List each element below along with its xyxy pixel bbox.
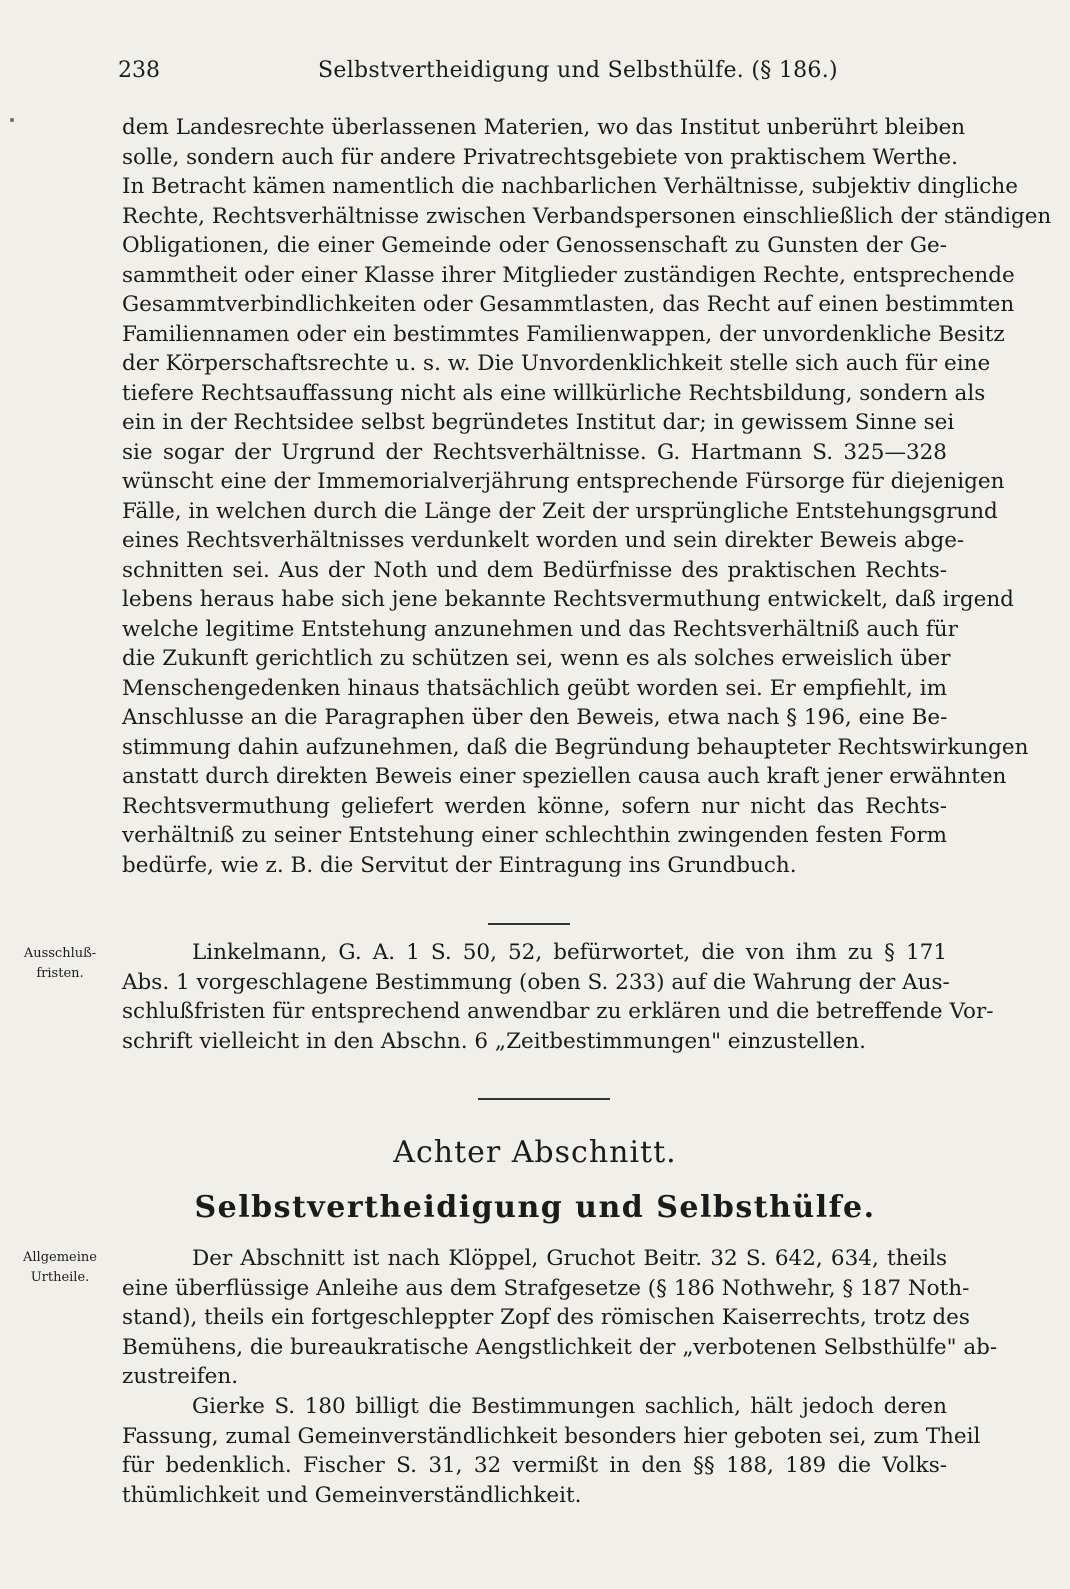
text-line: solle, sondern auch für andere Privatrechtsgebiete von praktischem Werthe. [122, 144, 958, 170]
paragraph-2 [122, 938, 994, 1056]
page-speck [10, 118, 14, 122]
text-line: Anschlusse an die Paragraphen über den Beweis, etwa nach § 196, eine Be- [122, 705, 948, 730]
marginal-note-line: Urtheile. [30, 1270, 90, 1285]
text-line: Menschengedenken hinaus thatsächlich geübt worden sei. Er empfiehlt, im [122, 675, 947, 701]
running-head: Selbstvertheidigung und Selbsthülfe. (§ 186.) [318, 58, 838, 83]
text-line: Rechtsvermuthung geliefert werden könne, sofern nur nicht das Rechts- [122, 793, 947, 819]
text-line: Rechte, Rechtsverhältnisse zwischen Verbandspersonen einschließlich der ständigen [122, 203, 1052, 229]
text-line: eines Rechtsverhältnisses verdunkelt worden und sein direkter Beweis abge- [122, 528, 965, 553]
text-line: lebens heraus habe sich jene bekannte Rechtsvermuthung entwickelt, daß irgend [122, 587, 1014, 612]
paragraph-3 [122, 1244, 998, 1392]
text-line: Obligationen, die einer Gemeinde oder Genossenschaft zu Gunsten der Ge- [122, 233, 947, 258]
text-line: dem Landesrechte überlassenen Materien, wo das Institut unberührt bleiben [122, 115, 966, 140]
text-line: stimmung dahin aufzunehmen, daß die Begründung behaupteter Rechtswirkungen [122, 734, 1029, 760]
text-line: Fassung, zumal Gemeinverständlichkeit besonders hier geboten sei, zum Theil [122, 1423, 981, 1449]
text-line: schnitten sei. Aus der Noth und dem Bedürfnisse des praktischen Rechts- [122, 557, 947, 583]
marginal-note-line: Allgemeine [23, 1250, 97, 1265]
text-line: verhältniß zu seiner Entstehung einer schlechthin zwingenden festen Form [122, 823, 947, 848]
text-line: Der Abschnitt ist nach Klöppel, Gruchot Beitr. 32 S. 642, 634, theils [192, 1246, 947, 1271]
text-line: welche legitime Entstehung anzunehmen und das Rechtsverhältniß auch für [122, 616, 958, 642]
marginal-note-allgemeine-urtheile [10, 1248, 110, 1288]
text-line: wünscht eine der Immemorialverjährung entsprechende Fürsorge für diejenigen [122, 469, 1005, 494]
text-line: Bemühens, die bureaukratische Aengstlichkeit der „verbotenen Selbsthülfe" ab- [122, 1334, 998, 1360]
text-line: stand), theils ein fortgeschleppter Zopf des römischen Kaiserrechts, trotz des [122, 1305, 970, 1330]
text-line: sie sogar der Urgrund der Rechtsverhältnisse. G. Hartmann S. 325—328 [122, 439, 947, 465]
text-line: Gierke S. 180 billigt die Bestimmungen sachlich, hält jedoch deren [192, 1394, 947, 1419]
text-line: Fälle, in welchen durch die Länge der Zeit der ursprüngliche Entstehungsgrund [122, 498, 998, 524]
text-line: schlußfristen für entsprechend anwendbar zu erklären und die betreffende Vor- [122, 999, 994, 1024]
marginal-note-line: fristen. [36, 966, 84, 981]
text-line: Abs. 1 vorgeschlagene Bestimmung (oben S. 233) auf die Wahrung der Aus- [122, 969, 950, 995]
text-line: eine überflüssige Anleihe aus dem Strafgesetze (§ 186 Nothwehr, § 187 Noth- [122, 1275, 970, 1301]
paragraph-1 [122, 113, 1052, 880]
marginal-note-line: Ausschluß- [23, 946, 97, 961]
text-line: der Körperschaftsrechte u. s. w. Die Unvordenklichkeit stelle sich auch für eine [122, 351, 991, 376]
section-heading: Achter Abschnitt. [393, 1135, 677, 1170]
text-line: sammtheit oder einer Klasse ihrer Mitglieder zuständigen Rechte, entsprechende [122, 262, 1015, 288]
text-line: Gesammtverbindlichkeiten oder Gesammtlasten, das Recht auf einen bestimmten [122, 292, 1015, 317]
text-line: die Zukunft gerichtlich zu schützen sei, wenn es als solches erweislich über [122, 646, 951, 671]
text-line: bedürfe, wie z. B. die Servitut der Eintragung ins Grundbuch. [122, 852, 797, 878]
text-line: thümlichkeit und Gemeinverständlichkeit. [122, 1482, 582, 1508]
marginal-note-ausschlussfristen [10, 944, 110, 984]
text-line: Familiennamen oder ein bestimmtes Familienwappen, der unvordenkliche Besitz [122, 321, 1005, 347]
page-header [118, 50, 948, 90]
text-line: für bedenklich. Fischer S. 31, 32 vermißt in den §§ 188, 189 die Volks- [122, 1453, 947, 1478]
text-line: anstatt durch direkten Beweis einer speziellen causa auch kraft jener erwähnten [122, 764, 1007, 789]
page-number: 238 [118, 58, 160, 83]
text-line: schrift vielleicht in den Abschn. 6 „Zeitbestimmungen" einzustellen. [122, 1028, 866, 1054]
paragraph-4 [122, 1392, 981, 1510]
text-line: In Betracht kämen namentlich die nachbarlichen Verhältnisse, subjektiv dingliche [122, 174, 1018, 199]
text-line: Linkelmann, G. A. 1 S. 50, 52, befürwortet, die von ihm zu § 171 [192, 940, 947, 965]
section-rule [478, 1098, 610, 1100]
section-subheading: Selbstvertheidigung und Selbsthülfe. [194, 1190, 876, 1225]
text-line: zustreifen. [122, 1364, 239, 1389]
short-rule [488, 923, 570, 925]
text-line: tiefere Rechtsauffassung nicht als eine willkürliche Rechtsbildung, sondern als [122, 380, 986, 406]
text-line: ein in der Rechtsidee selbst begründetes Institut dar; in gewissem Sinne sei [122, 410, 955, 435]
